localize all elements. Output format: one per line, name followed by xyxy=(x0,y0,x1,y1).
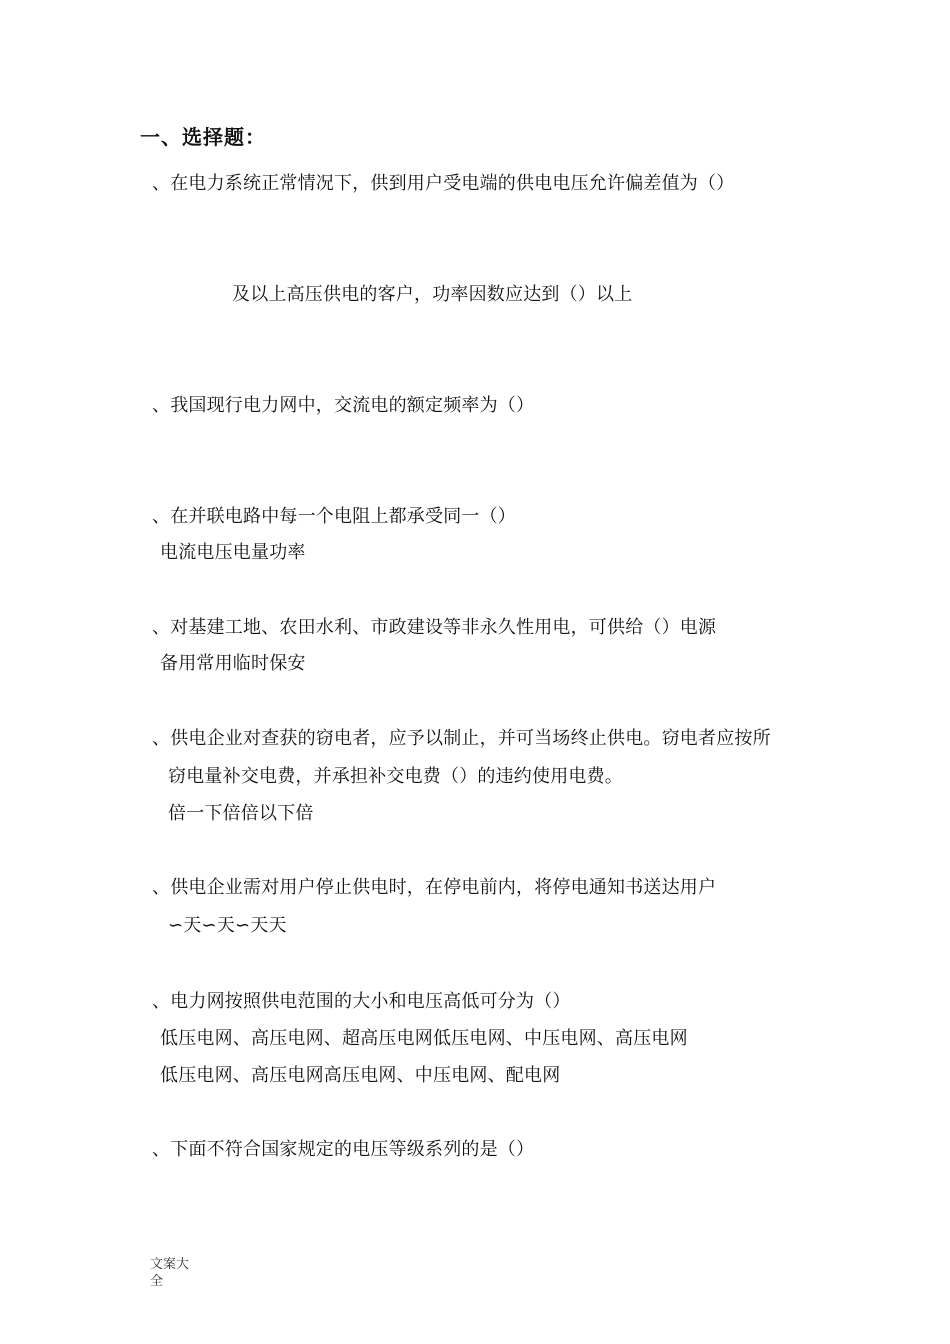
question-3-stem: 、我国现行电力网中，交流电的额定频率为（） xyxy=(152,395,535,416)
question-7-stem: 、供电企业需对用户停止供电时，在停电前内，将停电通知书送达用户 xyxy=(152,877,717,898)
question-8-options-line1: 低压电网、高压电网、超高压电网低压电网、中压电网、高压电网 xyxy=(160,1028,688,1049)
question-6-stem-line2: 窃电量补交电费，并承担补交电费（）的违约使用电费。 xyxy=(168,766,623,787)
question-2-stem: 及以上高压供电的客户，功率因数应达到（）以上 xyxy=(232,284,633,305)
question-5-options: 备用常用临时保安 xyxy=(160,653,306,674)
question-8-stem: 、电力网按照供电范围的大小和电压高低可分为（） xyxy=(152,991,571,1012)
question-8-options-line2: 低压电网、高压电网高压电网、中压电网、配电网 xyxy=(160,1065,561,1086)
footer-label: 文案大全 xyxy=(150,1257,190,1289)
section-title: 一、选择题： xyxy=(140,125,266,149)
question-7-options: ∽天∽天∽天天 xyxy=(168,915,287,936)
question-6-options: 倍一下倍倍以下倍 xyxy=(168,803,314,824)
question-6-stem-line1: 、供电企业对查获的窃电者，应予以制止，并可当场终止供电。窃电者应按所 xyxy=(152,728,771,749)
question-9-stem: 、下面不符合国家规定的电压等级系列的是（） xyxy=(152,1139,535,1160)
question-1-stem: 、在电力系统正常情况下，供到用户受电端的供电电压允许偏差值为（） xyxy=(152,173,735,194)
question-4-stem: 、在并联电路中每一个电阻上都承受同一（） xyxy=(152,506,516,527)
question-4-options: 电流电压电量功率 xyxy=(160,542,306,563)
question-5-stem: 、对基建工地、农田水利、市政建设等非永久性用电，可供给（）电源 xyxy=(152,617,717,638)
